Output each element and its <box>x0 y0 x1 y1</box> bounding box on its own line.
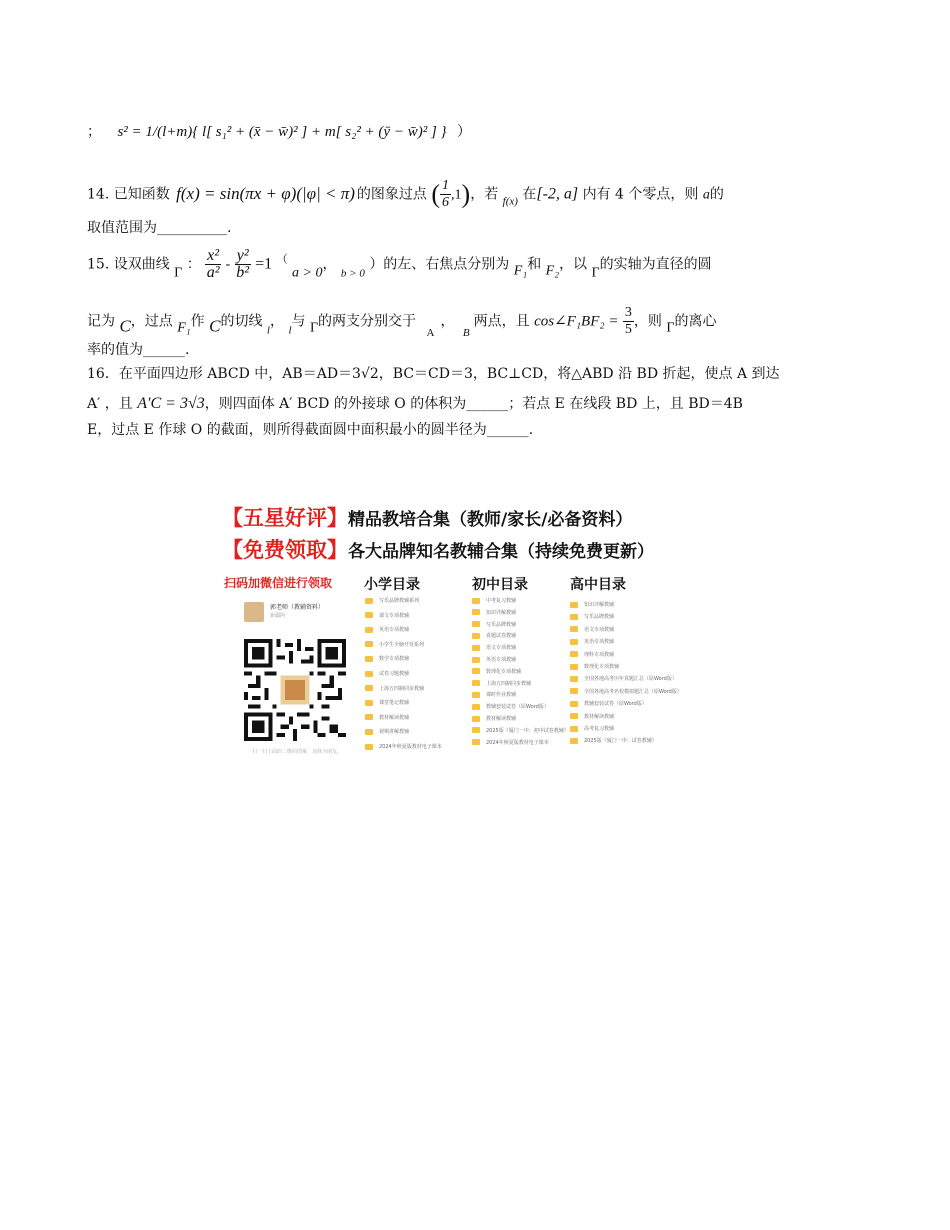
folder-icon <box>365 685 373 691</box>
fraction-numerator: 1 <box>442 178 450 193</box>
fraction-denominator: 5 <box>624 322 632 337</box>
folder-list-item <box>472 631 516 641</box>
folder-list-item <box>365 742 442 752</box>
problem-14-function: f(x) = sin(πx + φ)(|φ| < π) <box>176 183 355 203</box>
folder-list-item <box>365 640 424 650</box>
scan-label: 扫码加微信进行领取 <box>224 576 333 590</box>
folder-list-item <box>472 608 516 618</box>
cos-expression: cos∠F₁BF₂ = <box>534 313 619 330</box>
fraction-denominator: b² <box>236 264 250 281</box>
folder-icon <box>570 626 578 632</box>
folder-label: 教材解读教辅 <box>379 714 410 721</box>
folder-label: 理科专项教辅 <box>584 651 615 658</box>
banner-text: 精品教培合集（教师/家长/必备资料） <box>348 510 633 530</box>
point-tail: ,1 <box>451 187 462 203</box>
folder-icon <box>570 726 578 732</box>
folder-label: 课堂笔记教辅 <box>379 700 410 707</box>
folder-list-item <box>570 650 614 660</box>
folder-label: 写乐品牌教辅系列 <box>379 598 420 604</box>
contact-sub: 新疆阿 <box>270 613 286 619</box>
folder-label: 教材解读教辅 <box>486 716 517 722</box>
paren: ) <box>461 179 471 209</box>
gamma: Γ <box>666 320 675 336</box>
folder-list-item <box>570 724 614 734</box>
folder-icon <box>365 700 373 706</box>
folder-icon <box>472 739 480 745</box>
a-prime-c-expression: A′C = 3√3 <box>137 395 205 412</box>
folder-icon <box>365 729 373 735</box>
problem-14-text: 已知函数 <box>113 186 170 203</box>
folder-icon <box>472 645 480 651</box>
problem-15-line-1 <box>87 248 712 284</box>
problem-15-line-3: 率的值为______. <box>87 342 190 358</box>
folder-icon <box>570 713 578 719</box>
folder-label: 英语专项教辅 <box>379 627 410 634</box>
problem-15-text: ， <box>269 313 284 330</box>
folder-label: 上海五四制同步教辅 <box>486 680 532 687</box>
folder-label: 全国各地高考名校模拟题汇总（原Word版） <box>584 688 682 695</box>
banner-free <box>222 534 654 564</box>
problem-15-number: 15. <box>87 256 114 273</box>
contact-name: 郭老师（教辅资料） <box>270 604 325 611</box>
formula-lead: ； <box>87 124 101 140</box>
folder-list-item <box>472 667 521 677</box>
folder-label: 2025版《厦门一中：试卷教辅》 <box>584 738 657 745</box>
folder-list-item <box>570 687 682 697</box>
folder-list-item <box>365 654 409 664</box>
folder-list-item <box>472 714 516 724</box>
fraction-denominator: 6 <box>442 195 450 210</box>
fraction-numerator: 3 <box>624 305 632 320</box>
problem-15-text: 作 <box>190 313 205 330</box>
folder-list-item <box>365 596 419 606</box>
folder-list-item <box>570 699 647 709</box>
folder-list-item <box>365 625 409 635</box>
folder-label: 真题试卷教辅 <box>486 633 517 640</box>
folder-label: 全国各地高考历年真题汇总（原Word版） <box>584 676 677 683</box>
folder-icon <box>472 621 480 627</box>
problem-15-text: 两点，且 <box>473 313 530 330</box>
folder-icon <box>570 602 578 608</box>
folder-label: 语文专项教辅 <box>486 645 517 652</box>
folder-list-item <box>570 712 614 722</box>
folder-label: 2024年秋夏版教材电子课本 <box>486 739 549 746</box>
folder-icon <box>472 633 480 639</box>
f1: F₁ <box>513 263 528 279</box>
folder-icon <box>472 668 480 674</box>
var-a: a <box>702 187 710 203</box>
folder-icon <box>365 656 373 662</box>
folder-label: 知识详解教辅 <box>584 602 615 608</box>
cos-fraction <box>623 305 634 338</box>
folder-icon <box>472 704 480 710</box>
folder-icon <box>472 598 480 604</box>
circle-c: C <box>209 316 221 336</box>
folder-label: 写乐品牌教辅 <box>584 614 615 621</box>
folder-label: 2025版《厦门一中：初中试卷教辅》 <box>486 727 569 734</box>
col-primary-title: 小学目录 <box>364 577 420 593</box>
folder-icon <box>570 738 578 744</box>
contact-card <box>244 600 364 630</box>
gamma: Γ <box>174 265 183 281</box>
folder-label: 语文专项教辅 <box>584 626 615 633</box>
folder-icon <box>365 627 373 633</box>
folder-list-item <box>472 679 531 689</box>
folder-label: 教辅套装试卷（原Word版） <box>584 701 647 708</box>
banner-five-star <box>222 502 632 532</box>
folder-list-item <box>472 690 516 700</box>
problem-14-point: ( <box>431 179 441 209</box>
problem-16-line-2 <box>87 394 743 414</box>
problem-15-text: ，以 <box>559 256 588 273</box>
problem-15-text: 与 <box>291 313 306 330</box>
folder-label: 数学专项教辅 <box>379 656 410 663</box>
cond-b: b > 0 <box>340 267 365 280</box>
folder-label: 2024年秋夏版教材电子课本 <box>379 744 442 750</box>
banner-tag: 【免费领取】 <box>222 538 348 562</box>
folder-list-item <box>365 713 409 723</box>
folder-icon <box>472 716 480 722</box>
problem-15-text: 的切线 <box>220 313 263 330</box>
problem-16-text: ，则四面体 A′ BCD 的外接球 O 的体积为______；若点 E 在线段 BD 上，且 BD＝4B <box>204 396 743 412</box>
folder-icon <box>365 671 373 677</box>
problem-16-text: A′ ，且 <box>87 396 133 412</box>
folder-label: 数理化专项教辅 <box>486 668 522 675</box>
gamma: Γ <box>309 320 319 336</box>
eq-tail: =1 <box>255 255 273 273</box>
folder-list-item <box>472 738 549 748</box>
folder-list-item <box>472 726 569 736</box>
promo-banner <box>222 496 692 762</box>
f2: F₂ <box>545 263 560 279</box>
folder-icon <box>570 664 578 670</box>
folder-list-item <box>570 625 614 635</box>
folder-icon <box>365 714 373 720</box>
folder-label: 中考复习教辅 <box>486 598 517 604</box>
folder-label: 英语专项教辅 <box>584 639 615 646</box>
folder-list-item <box>472 702 549 712</box>
line-l: l <box>288 324 292 337</box>
banner-text: 各大品牌知名教辅合集（持续免费更新） <box>348 542 654 562</box>
qr-caption: 扫一扫上面的二维码图案，加我为朋友。 <box>252 749 343 755</box>
folder-icon <box>365 598 373 604</box>
folder-label: 视频讲解教辅 <box>379 729 410 736</box>
folder-list-item <box>365 611 409 621</box>
problem-15-text: 记为 <box>87 313 115 330</box>
minus-sign: - <box>225 256 231 273</box>
folder-icon <box>472 609 480 615</box>
point-a: A <box>426 326 435 339</box>
folder-list-item <box>472 655 516 665</box>
folder-icon <box>365 612 373 618</box>
folder-list-item <box>365 727 409 737</box>
folder-label: 课文专项教辅 <box>379 612 410 619</box>
folder-list-item <box>570 662 619 672</box>
problem-16-line-3: E，过点 E 作球 O 的截面，则所得截面圆中面积最小的圆半径为______. <box>87 422 534 438</box>
folder-label: 数理化专项教辅 <box>584 664 620 670</box>
folder-icon <box>570 701 578 707</box>
problem-15-text: ）的左、右焦点分别为 <box>369 256 510 273</box>
problem-14-text: 的图象过点 <box>356 186 427 203</box>
fraction-numerator: x² <box>207 247 220 264</box>
problem-14-text: 的 <box>709 186 724 203</box>
qr-code-icon <box>244 639 346 741</box>
interval: [-2, a] <box>536 185 579 203</box>
eq-y-fraction <box>235 248 251 281</box>
folder-list-item <box>472 596 516 606</box>
fraction-denominator: a² <box>206 264 220 281</box>
folder-icon <box>472 692 480 698</box>
folder-list-item <box>365 669 409 679</box>
colon: ： <box>186 256 201 273</box>
variance-formula-line <box>87 122 471 142</box>
problem-15-text: 的离心 <box>674 313 717 330</box>
banner-tag: 【五星好评】 <box>222 506 348 530</box>
problem-14-number: 14. <box>87 186 114 203</box>
folder-list-item <box>472 643 516 653</box>
col-middle-title: 初中目录 <box>472 577 528 593</box>
folder-icon <box>570 651 578 657</box>
fraction-numerator: y² <box>236 247 249 264</box>
folder-list-item <box>570 736 657 746</box>
variance-formula: s² = 1/(l+m){ l[ s₁² + (x̄ − w̄)² ] + m[ s₂² + (ȳ − w̄)² ] } <box>117 124 447 140</box>
folder-label: 试卷习题教辅 <box>379 671 410 677</box>
problem-15-line-2 <box>87 305 716 343</box>
folder-label: 上海五四制同步教辅 <box>379 685 425 692</box>
folder-icon <box>570 676 578 682</box>
folder-label: 教材解读教辅 <box>584 713 615 720</box>
folder-icon <box>472 727 480 733</box>
folder-icon <box>472 680 480 686</box>
folder-list-item <box>570 674 677 684</box>
folder-list-item <box>365 684 424 694</box>
col-high-title: 高中目录 <box>570 577 626 593</box>
avatar <box>244 602 264 622</box>
folder-list-item <box>570 612 614 622</box>
folder-icon <box>365 641 373 647</box>
f1: F₁ <box>177 320 191 336</box>
folder-list-item <box>570 637 614 647</box>
folder-list-item <box>570 600 614 610</box>
folder-label: 高考复习教辅 <box>584 726 615 732</box>
problem-14-text: 在 <box>522 186 537 203</box>
problem-14-text: ，若 <box>470 186 499 203</box>
problem-16-line-1: 16．在平面四边形 ABCD 中，AB＝AD＝3√2，BC＝CD＝3，BC⊥CD，将△ABD 沿 BD 折起，使点 A 到达 <box>87 366 780 382</box>
eq-x-fraction <box>205 248 221 281</box>
folder-label: 英语专项教辅 <box>486 657 517 663</box>
problem-15-text: ，过点 <box>130 313 173 330</box>
folder-list-item <box>472 620 516 630</box>
folder-label: 知识详解教辅 <box>486 609 517 616</box>
problem-15-text: ，则 <box>633 313 662 330</box>
comma: ， <box>322 256 337 273</box>
problem-14-text: 内有 4 个零点，则 <box>582 186 699 203</box>
cond-a: a > 0 <box>292 265 323 281</box>
problem-15-text: 的实轴为直径的圆 <box>599 256 712 273</box>
folder-label: 课时作业教辅 <box>486 692 517 699</box>
folder-list-item <box>365 698 409 708</box>
paren-open: （ <box>276 252 288 266</box>
point-b: B <box>462 326 470 339</box>
folder-label: 写乐品牌教辅 <box>486 621 517 628</box>
problem-14-line-1 <box>87 178 724 212</box>
and: 和 <box>527 256 542 273</box>
fx: f(x) <box>502 195 518 208</box>
folder-icon <box>570 688 578 694</box>
folder-icon <box>365 744 373 750</box>
problem-15-text: 的两支分别交于 <box>318 313 417 330</box>
folder-label: 小学生全脑开发系列 <box>379 641 425 648</box>
formula-close: ） <box>457 124 471 140</box>
problem-14-point-fraction <box>440 178 451 211</box>
problem-15-text: 设双曲线 <box>113 256 170 273</box>
folder-icon <box>570 639 578 645</box>
problem-14-line-2: 取值范围为__________. <box>87 220 232 236</box>
comma: ， <box>440 313 455 330</box>
gamma: Γ <box>591 265 600 281</box>
line-l: l <box>266 324 270 337</box>
folder-icon <box>472 657 480 663</box>
circle-c: C <box>119 316 131 336</box>
folder-icon <box>570 614 578 620</box>
folder-label: 教辅套装试卷（原Word版） <box>486 704 549 711</box>
